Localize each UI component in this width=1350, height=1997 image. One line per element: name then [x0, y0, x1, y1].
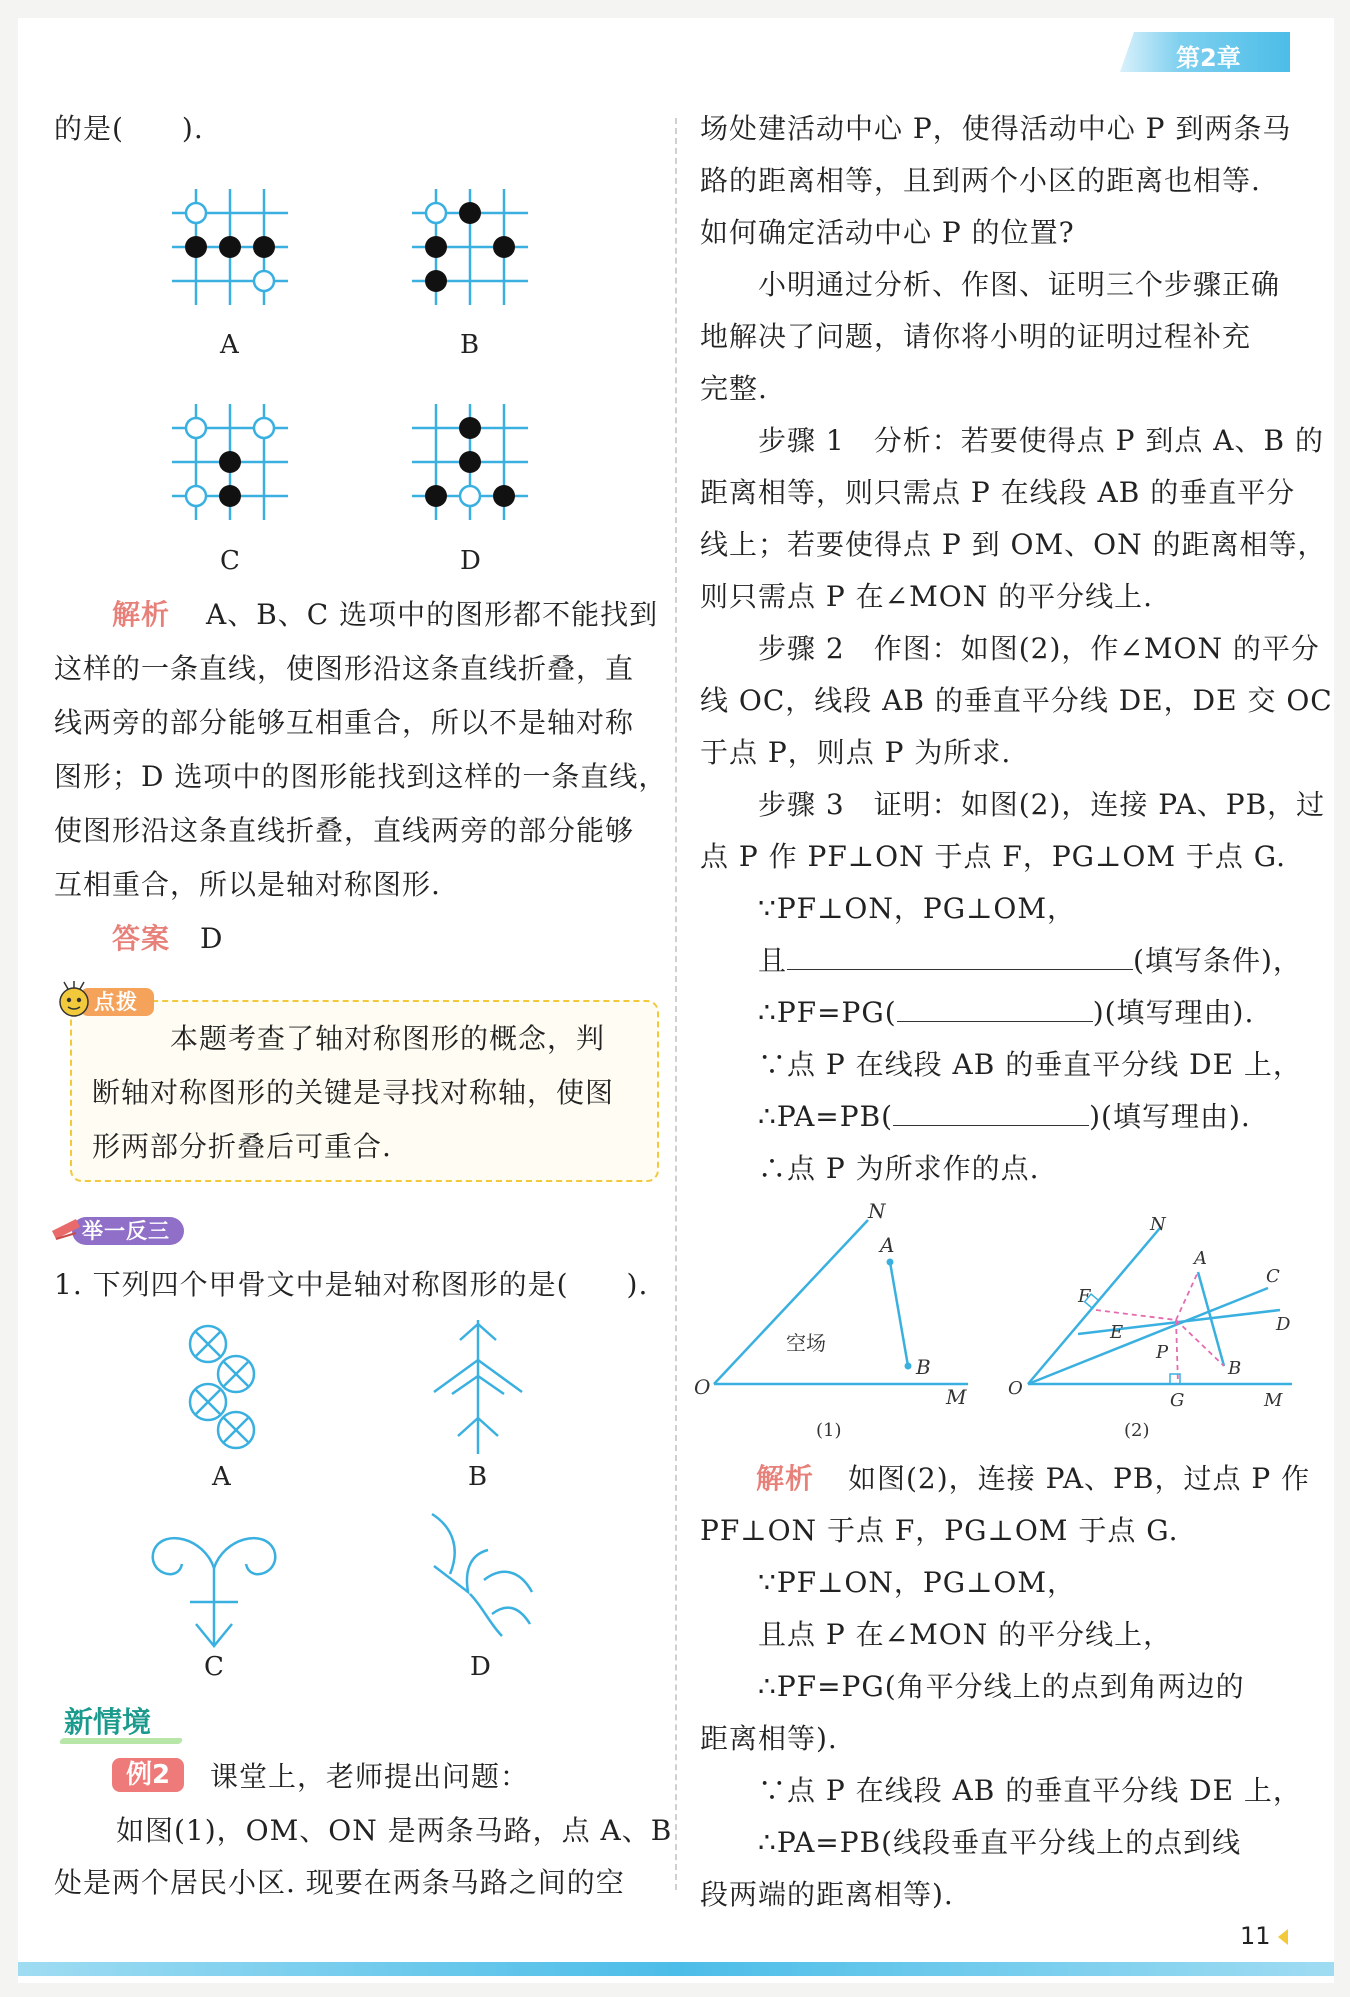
fig1-label-o: O: [694, 1375, 711, 1399]
fig1-caption: (1): [816, 1420, 842, 1441]
page-number: 11: [1240, 1922, 1271, 1950]
fig2-caption: (2): [1124, 1420, 1150, 1441]
fig2-label-o: O: [1008, 1378, 1023, 1399]
fig1-label-field: 空场: [786, 1331, 826, 1355]
reason-blank-2[interactable]: [893, 1101, 1089, 1126]
intro-line: 小明通过分析、作图、证明三个步骤正确: [758, 268, 1281, 301]
figure-1-diagram: [690, 1200, 980, 1450]
figure-2-diagram: [998, 1214, 1298, 1454]
analysis-label: 解析: [112, 598, 171, 631]
oracle-char-a-icon: [184, 1320, 266, 1452]
step1-line: 则只需点 P 在∠MON 的平分线上.: [700, 580, 1154, 613]
step2-line: 于点 P，则点 P 为所求.: [700, 736, 1012, 769]
fig2-label-e: E: [1110, 1322, 1124, 1343]
chapter-label: 第2章: [1176, 44, 1241, 72]
proof-line: ∵PF⊥ON，PG⊥OM，: [758, 892, 1077, 925]
step3-line: 点 P 作 PF⊥ON 于点 F，PG⊥OM 于点 G.: [700, 840, 1287, 873]
step1-line: 距离相等，则只需点 P 在线段 AB 的垂直平分: [700, 476, 1296, 509]
proof-suffix: )(填写理由).: [1089, 1100, 1251, 1133]
reason-blank-1[interactable]: [897, 997, 1093, 1022]
fig2-label-f: F: [1078, 1286, 1091, 1307]
analysis-line: 使图形沿这条直线折叠，直线两旁的部分能够: [54, 814, 635, 847]
oracle-label-b: B: [468, 1462, 488, 1492]
proof-prefix: ∴PF=PG(: [758, 996, 897, 1029]
analysis-line: 图形；D 选项中的图形能找到这样的一条直线，: [54, 760, 668, 793]
oracle-label-a: A: [212, 1462, 231, 1492]
intro-line: 路的距离相等，且到两个小区的距离也相等.: [700, 164, 1261, 197]
answer-label: 答案: [112, 922, 171, 955]
step2-line: 步骤 2 作图：如图(2)，作∠MON 的平分: [758, 632, 1320, 665]
practice-label: 举一反三: [82, 1219, 170, 1243]
analysis-line: 距离相等).: [700, 1722, 838, 1755]
go-figure-d: [408, 400, 532, 524]
proof-suffix: )(填写理由).: [1092, 996, 1255, 1029]
fig1-label-a: A: [880, 1233, 895, 1257]
question-tail: 的是( ).: [54, 112, 204, 145]
example-line: 处是两个居民小区. 现要在两条马路之间的空: [54, 1866, 625, 1899]
analysis-line: 线两旁的部分能够互相重合，所以不是轴对称: [54, 706, 635, 739]
step2-line: 线 OC，线段 AB 的垂直平分线 DE，DE 交 OC: [700, 684, 1333, 717]
fig2-label-m: M: [1264, 1390, 1283, 1411]
analysis-line: 互相重合，所以是轴对称图形.: [54, 868, 441, 901]
go-label-d: D: [460, 546, 481, 576]
step1-line: 线上；若要使得点 P 到 OM、ON 的距离相等，: [700, 528, 1327, 561]
fig2-label-p: P: [1156, 1342, 1169, 1363]
go-label-a: A: [220, 330, 239, 360]
fig1-label-m: M: [946, 1385, 967, 1409]
analysis-line: 如图(2)，连接 PA、PB，过点 P 作: [848, 1462, 1311, 1495]
analysis-line: 且点 P 在∠MON 的平分线上，: [758, 1618, 1173, 1651]
analysis-line: 这样的一条直线，使图形沿这条直线折叠，直: [54, 652, 635, 685]
fig2-label-g: G: [1170, 1390, 1185, 1411]
analysis-line: A、B、C 选项中的图形都不能找到: [206, 598, 659, 631]
page-arrow-icon: [1278, 1929, 1288, 1945]
go-label-b: B: [460, 330, 480, 360]
step1-line: 步骤 1 分析：若要使得点 P 到点 A、B 的: [758, 424, 1324, 457]
bottom-bar: [18, 1962, 1334, 1976]
intro-line: 场处建活动中心 P，使得活动中心 P 到两条马: [700, 112, 1292, 145]
tip-label: 点拨: [94, 990, 138, 1014]
proof-suffix: (填写条件)，: [1133, 944, 1302, 977]
new-context-title: 新情境: [64, 1705, 152, 1739]
oracle-label-d: D: [470, 1652, 491, 1682]
example-line: 如图(1)，OM、ON 是两条马路，点 A、B: [116, 1814, 673, 1847]
practice-question: 1. 下列四个甲骨文中是轴对称图形的是( ).: [54, 1268, 649, 1301]
tip-line: 形两部分折叠后可重合.: [92, 1130, 392, 1163]
oracle-char-d-icon: [424, 1510, 540, 1640]
analysis-line: ∴PA=PB(线段垂直平分线上的点到线: [758, 1826, 1242, 1859]
analysis-line: ∴PF=PG(角平分线上的点到角两边的: [758, 1670, 1245, 1703]
fig1-label-n: N: [868, 1199, 886, 1223]
go-label-c: C: [220, 546, 240, 576]
analysis-line: ∵PF⊥ON，PG⊥OM，: [758, 1566, 1077, 1599]
analysis-line: 段两端的距离相等).: [700, 1878, 954, 1911]
proof-line: ∵点 P 在线段 AB 的垂直平分线 DE 上，: [758, 1048, 1302, 1081]
column-divider: [675, 118, 677, 1890]
example-badge: 例2: [112, 1758, 184, 1792]
oracle-char-c-icon: [148, 1528, 280, 1650]
proof-prefix: ∴PA=PB(: [758, 1100, 894, 1133]
intro-line: 地解决了问题，请你将小明的证明过程补充: [700, 320, 1252, 353]
proof-prefix: 且: [758, 944, 788, 977]
proof-fill-reason-2: [758, 1100, 1251, 1134]
fig1-label-b: B: [916, 1355, 931, 1379]
go-figure-b: [408, 185, 532, 309]
step3-line: 步骤 3 证明：如图(2)，连接 PA、PB，过: [758, 788, 1326, 821]
fig2-label-a: A: [1194, 1248, 1207, 1269]
oracle-char-b-icon: [430, 1318, 526, 1456]
analysis-line: ∵点 P 在线段 AB 的垂直平分线 DE 上，: [758, 1774, 1302, 1807]
proof-fill-condition: [758, 944, 1302, 978]
intro-line: 如何确定活动中心 P 的位置?: [700, 216, 1075, 249]
example-intro: 课堂上，老师提出问题：: [210, 1760, 530, 1793]
analysis-label: 解析: [756, 1462, 815, 1495]
proof-line: ∴点 P 为所求作的点.: [758, 1152, 1040, 1185]
tip-line: 本题考查了轴对称图形的概念，判: [170, 1022, 606, 1055]
oracle-label-c: C: [204, 1652, 224, 1682]
intro-line: 完整.: [700, 372, 768, 405]
go-figure-a: [168, 185, 292, 309]
condition-blank[interactable]: [787, 945, 1133, 970]
fig2-label-c: C: [1266, 1266, 1280, 1287]
analysis-line: PF⊥ON 于点 F，PG⊥OM 于点 G.: [700, 1514, 1179, 1547]
proof-fill-reason-1: [758, 996, 1254, 1030]
answer-value: D: [200, 922, 224, 955]
fig2-label-n: N: [1150, 1214, 1166, 1235]
go-figure-c: [168, 400, 292, 524]
tip-line: 断轴对称图形的关键是寻找对称轴，使图: [92, 1076, 615, 1109]
fig2-label-b: B: [1228, 1358, 1242, 1379]
fig2-label-d: D: [1276, 1314, 1291, 1335]
